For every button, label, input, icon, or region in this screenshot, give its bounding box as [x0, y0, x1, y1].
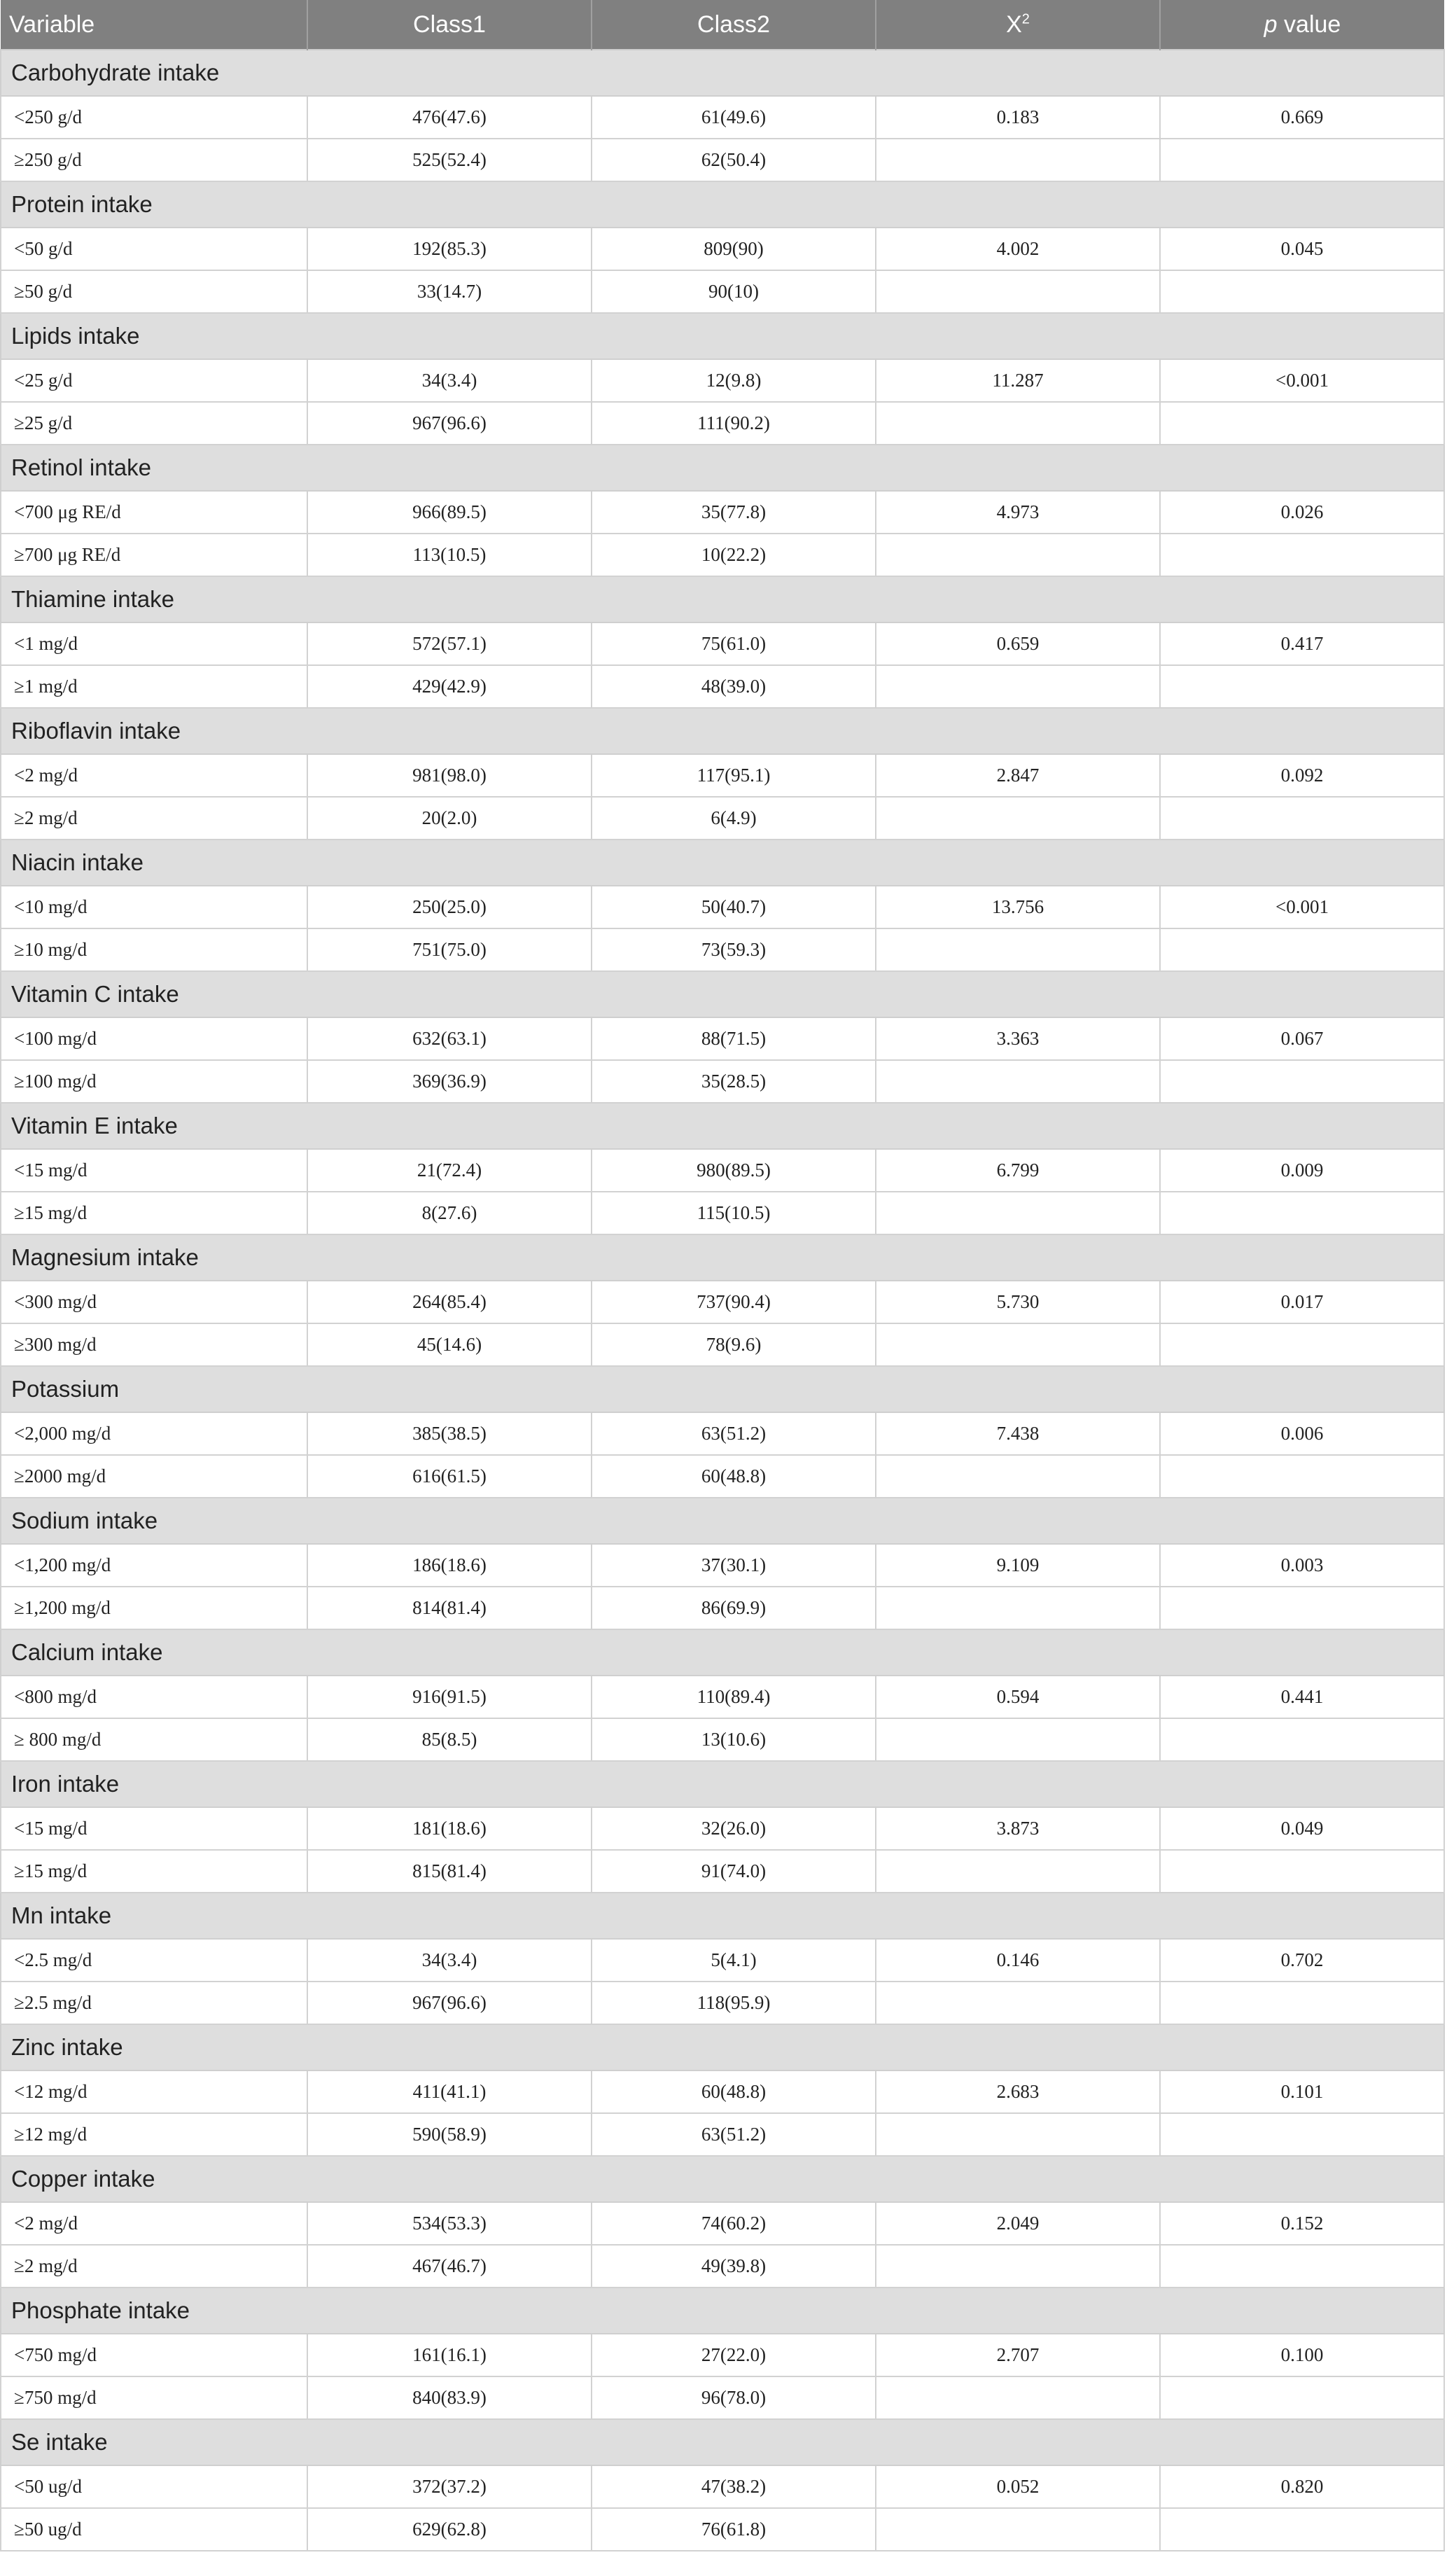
row-label-cell: ≥10 mg/d — [1, 928, 307, 971]
chi-square-cell — [876, 270, 1160, 313]
p-value-cell: <0.001 — [1160, 359, 1444, 402]
class1-cell: 429(42.9) — [307, 665, 592, 708]
class2-cell: 73(59.3) — [592, 928, 876, 971]
table-row — [1, 2508, 1444, 2551]
table-row — [1, 1718, 1444, 1761]
table-row — [1, 1850, 1444, 1893]
row-label-cell: <50 g/d — [1, 228, 307, 270]
row-label-cell: ≥50 g/d — [1, 270, 307, 313]
class1-cell: 21(72.4) — [307, 1149, 592, 1192]
row-label-cell: ≥250 g/d — [1, 139, 307, 181]
class1-cell: 34(3.4) — [307, 359, 592, 402]
table-body — [1, 50, 1444, 2551]
table-row — [1, 797, 1444, 840]
p-value-cell — [1160, 1850, 1444, 1893]
row-label-cell: ≥50 ug/d — [1, 2508, 307, 2551]
group-header-row — [1, 708, 1444, 754]
p-value-cell: 0.009 — [1160, 1149, 1444, 1192]
p-value-cell — [1160, 534, 1444, 576]
chi-square-cell — [876, 2508, 1160, 2551]
group-header-row — [1, 1893, 1444, 1939]
chi-square-cell: 0.594 — [876, 1676, 1160, 1718]
p-value-cell — [1160, 1192, 1444, 1234]
p-value-cell — [1160, 2113, 1444, 2156]
group-title: Vitamin E intake — [1, 1103, 1444, 1149]
row-label-cell: <700 μg RE/d — [1, 491, 307, 534]
group-header-row — [1, 1103, 1444, 1149]
p-value-cell — [1160, 1587, 1444, 1629]
chi-square-cell — [876, 1192, 1160, 1234]
p-value-cell: <0.001 — [1160, 886, 1444, 928]
chi-square-cell: 0.146 — [876, 1939, 1160, 1982]
group-title: Riboflavin intake — [1, 708, 1444, 754]
class2-cell: 61(49.6) — [592, 96, 876, 139]
class2-cell: 60(48.8) — [592, 2070, 876, 2113]
class1-cell: 525(52.4) — [307, 139, 592, 181]
class2-cell: 48(39.0) — [592, 665, 876, 708]
table-row — [1, 2070, 1444, 2113]
p-value-cell: 0.152 — [1160, 2202, 1444, 2245]
class1-cell: 369(36.9) — [307, 1060, 592, 1103]
p-value-cell: 0.049 — [1160, 1807, 1444, 1850]
chi-square-cell: 2.847 — [876, 754, 1160, 797]
group-header-row — [1, 2419, 1444, 2465]
class1-cell: 840(83.9) — [307, 2376, 592, 2419]
class2-cell: 63(51.2) — [592, 1412, 876, 1455]
group-header-row — [1, 50, 1444, 96]
class2-cell: 90(10) — [592, 270, 876, 313]
class1-cell: 616(61.5) — [307, 1455, 592, 1498]
class2-cell: 50(40.7) — [592, 886, 876, 928]
group-title: Zinc intake — [1, 2024, 1444, 2070]
class1-cell: 264(85.4) — [307, 1281, 592, 1323]
chi-square-cell: 0.052 — [876, 2465, 1160, 2508]
class1-cell: 8(27.6) — [307, 1192, 592, 1234]
p-value-cell — [1160, 1060, 1444, 1103]
table-row — [1, 270, 1444, 313]
p-value-cell: 0.101 — [1160, 2070, 1444, 2113]
group-header-row — [1, 971, 1444, 1017]
chi-square-cell — [876, 139, 1160, 181]
header-chi-square — [876, 0, 1160, 50]
class1-cell: 85(8.5) — [307, 1718, 592, 1761]
row-label-cell: ≥100 mg/d — [1, 1060, 307, 1103]
p-value-cell: 0.669 — [1160, 96, 1444, 139]
chi-square-cell — [876, 797, 1160, 840]
row-label-cell: <2 mg/d — [1, 754, 307, 797]
chi-square-cell — [876, 1455, 1160, 1498]
p-value-cell: 0.003 — [1160, 1544, 1444, 1587]
row-label-cell: ≥12 mg/d — [1, 2113, 307, 2156]
chi-square-cell: 2.707 — [876, 2334, 1160, 2376]
table-row — [1, 1807, 1444, 1850]
table-row — [1, 1587, 1444, 1629]
p-value-cell — [1160, 1718, 1444, 1761]
class2-cell: 35(77.8) — [592, 491, 876, 534]
group-header-row — [1, 1366, 1444, 1412]
chi-square-cell: 0.659 — [876, 622, 1160, 665]
p-value-cell: 0.067 — [1160, 1017, 1444, 1060]
class2-cell: 62(50.4) — [592, 139, 876, 181]
table-row — [1, 886, 1444, 928]
group-title: Lipids intake — [1, 313, 1444, 359]
group-header-row — [1, 2024, 1444, 2070]
table-row — [1, 1017, 1444, 1060]
class2-cell: 5(4.1) — [592, 1939, 876, 1982]
class1-cell: 34(3.4) — [307, 1939, 592, 1982]
class2-cell: 76(61.8) — [592, 2508, 876, 2551]
class2-cell: 980(89.5) — [592, 1149, 876, 1192]
class1-cell: 113(10.5) — [307, 534, 592, 576]
class1-cell: 250(25.0) — [307, 886, 592, 928]
chi-square-cell: 4.002 — [876, 228, 1160, 270]
p-value-cell: 0.100 — [1160, 2334, 1444, 2376]
group-header-row — [1, 1498, 1444, 1544]
row-label-cell: <15 mg/d — [1, 1807, 307, 1850]
class2-cell: 37(30.1) — [592, 1544, 876, 1587]
class2-cell: 78(9.6) — [592, 1323, 876, 1366]
class2-cell: 88(71.5) — [592, 1017, 876, 1060]
class2-cell: 111(90.2) — [592, 402, 876, 445]
chi-square-cell — [876, 928, 1160, 971]
class2-cell: 117(95.1) — [592, 754, 876, 797]
row-label-cell: <25 g/d — [1, 359, 307, 402]
group-title: Retinol intake — [1, 445, 1444, 491]
group-title: Mn intake — [1, 1893, 1444, 1939]
row-label-cell: <250 g/d — [1, 96, 307, 139]
table-row — [1, 228, 1444, 270]
p-value-cell — [1160, 2245, 1444, 2288]
table-row — [1, 1323, 1444, 1366]
class2-cell: 74(60.2) — [592, 2202, 876, 2245]
chi-square-cell: 2.049 — [876, 2202, 1160, 2245]
group-header-row — [1, 840, 1444, 886]
chi-square-cell: 2.683 — [876, 2070, 1160, 2113]
p-value-cell: 0.045 — [1160, 228, 1444, 270]
class2-cell: 118(95.9) — [592, 1982, 876, 2024]
row-label-cell: <15 mg/d — [1, 1149, 307, 1192]
chi-square-cell — [876, 665, 1160, 708]
chi-square-cell: 11.287 — [876, 359, 1160, 402]
row-label-cell: ≥25 g/d — [1, 402, 307, 445]
table-row — [1, 1544, 1444, 1587]
p-value-cell: 0.026 — [1160, 491, 1444, 534]
row-label-cell: <50 ug/d — [1, 2465, 307, 2508]
header-class1: Class1 — [307, 0, 592, 50]
row-label-cell: ≥15 mg/d — [1, 1850, 307, 1893]
class2-cell: 12(9.8) — [592, 359, 876, 402]
group-title: Copper intake — [1, 2156, 1444, 2202]
table-row — [1, 96, 1444, 139]
p-value-cell: 0.441 — [1160, 1676, 1444, 1718]
table-row — [1, 359, 1444, 402]
p-value-cell — [1160, 2376, 1444, 2419]
group-title: Carbohydrate intake — [1, 50, 1444, 96]
p-value-cell: 0.702 — [1160, 1939, 1444, 1982]
class1-cell: 751(75.0) — [307, 928, 592, 971]
class1-cell: 45(14.6) — [307, 1323, 592, 1366]
chi-square-cell: 3.363 — [876, 1017, 1160, 1060]
table-row — [1, 665, 1444, 708]
class1-cell: 534(53.3) — [307, 2202, 592, 2245]
table-row — [1, 1455, 1444, 1498]
group-title: Protein intake — [1, 181, 1444, 228]
chi-square-cell: 0.183 — [876, 96, 1160, 139]
class1-cell: 33(14.7) — [307, 270, 592, 313]
class1-cell: 916(91.5) — [307, 1676, 592, 1718]
p-value-cell: 0.417 — [1160, 622, 1444, 665]
header-row — [1, 0, 1444, 50]
class1-cell: 476(47.6) — [307, 96, 592, 139]
table-row — [1, 2376, 1444, 2419]
group-title: Magnesium intake — [1, 1234, 1444, 1281]
table-row — [1, 2245, 1444, 2288]
class1-cell: 629(62.8) — [307, 2508, 592, 2551]
table-row — [1, 1192, 1444, 1234]
p-value-cell — [1160, 797, 1444, 840]
class1-cell: 632(63.1) — [307, 1017, 592, 1060]
row-label-cell: ≥750 mg/d — [1, 2376, 307, 2419]
p-value-cell — [1160, 402, 1444, 445]
class1-cell: 814(81.4) — [307, 1587, 592, 1629]
group-title: Sodium intake — [1, 1498, 1444, 1544]
class2-cell: 10(22.2) — [592, 534, 876, 576]
group-title: Potassium — [1, 1366, 1444, 1412]
class2-cell: 60(48.8) — [592, 1455, 876, 1498]
table-row — [1, 1281, 1444, 1323]
p-value-cell — [1160, 665, 1444, 708]
group-header-row — [1, 445, 1444, 491]
p-rest: value — [1277, 11, 1341, 38]
row-label-cell: <2,000 mg/d — [1, 1412, 307, 1455]
p-value-cell — [1160, 1982, 1444, 2024]
table-row — [1, 1149, 1444, 1192]
group-header-row — [1, 2156, 1444, 2202]
p-value-cell: 0.820 — [1160, 2465, 1444, 2508]
table-row — [1, 1676, 1444, 1718]
p-value-cell: 0.017 — [1160, 1281, 1444, 1323]
chi-square-cell — [876, 402, 1160, 445]
class1-cell: 192(85.3) — [307, 228, 592, 270]
class2-cell: 13(10.6) — [592, 1718, 876, 1761]
table-row — [1, 754, 1444, 797]
row-label-cell: <12 mg/d — [1, 2070, 307, 2113]
row-label-cell: <2.5 mg/d — [1, 1939, 307, 1982]
group-header-row — [1, 1761, 1444, 1807]
row-label-cell: <300 mg/d — [1, 1281, 307, 1323]
row-label-cell: ≥2 mg/d — [1, 797, 307, 840]
chi-square-cell — [876, 1850, 1160, 1893]
group-title: Vitamin C intake — [1, 971, 1444, 1017]
class1-cell: 967(96.6) — [307, 402, 592, 445]
class2-cell: 96(78.0) — [592, 2376, 876, 2419]
header-p-value — [1160, 0, 1444, 50]
class2-cell: 49(39.8) — [592, 2245, 876, 2288]
class2-cell: 6(4.9) — [592, 797, 876, 840]
group-header-row — [1, 1234, 1444, 1281]
p-value-cell — [1160, 2508, 1444, 2551]
class1-cell: 161(16.1) — [307, 2334, 592, 2376]
chi-label: X — [1006, 11, 1022, 38]
class1-cell: 967(96.6) — [307, 1982, 592, 2024]
row-label-cell: ≥300 mg/d — [1, 1323, 307, 1366]
group-title: Phosphate intake — [1, 2288, 1444, 2334]
group-title: Iron intake — [1, 1761, 1444, 1807]
class2-cell: 91(74.0) — [592, 1850, 876, 1893]
row-label-cell: ≥1 mg/d — [1, 665, 307, 708]
row-label-cell: ≥2.5 mg/d — [1, 1982, 307, 2024]
table-row — [1, 1060, 1444, 1103]
chi-square-cell: 13.756 — [876, 886, 1160, 928]
chi-square-cell — [876, 2376, 1160, 2419]
row-label-cell: <2 mg/d — [1, 2202, 307, 2245]
row-label-cell: ≥700 μg RE/d — [1, 534, 307, 576]
table-row — [1, 534, 1444, 576]
chi-square-cell — [876, 1718, 1160, 1761]
chi-superscript: 2 — [1021, 11, 1030, 27]
class2-cell: 27(22.0) — [592, 2334, 876, 2376]
group-header-row — [1, 576, 1444, 622]
row-label-cell: <1,200 mg/d — [1, 1544, 307, 1587]
table-row — [1, 2465, 1444, 2508]
class1-cell: 411(41.1) — [307, 2070, 592, 2113]
chi-square-cell: 4.973 — [876, 491, 1160, 534]
chi-square-cell — [876, 1323, 1160, 1366]
p-value-cell — [1160, 928, 1444, 971]
class2-cell: 737(90.4) — [592, 1281, 876, 1323]
class1-cell: 590(58.9) — [307, 2113, 592, 2156]
chi-square-cell: 7.438 — [876, 1412, 1160, 1455]
class2-cell: 32(26.0) — [592, 1807, 876, 1850]
row-label-cell: <800 mg/d — [1, 1676, 307, 1718]
group-title: Se intake — [1, 2419, 1444, 2465]
group-title: Calcium intake — [1, 1629, 1444, 1676]
chi-square-cell — [876, 1587, 1160, 1629]
table-row — [1, 1939, 1444, 1982]
chi-square-cell — [876, 534, 1160, 576]
chi-square-cell: 9.109 — [876, 1544, 1160, 1587]
header-variable: Variable — [1, 0, 307, 50]
p-value-cell — [1160, 1323, 1444, 1366]
table-row — [1, 491, 1444, 534]
class1-cell: 181(18.6) — [307, 1807, 592, 1850]
p-value-cell: 0.092 — [1160, 754, 1444, 797]
table-row — [1, 1982, 1444, 2024]
class2-cell: 47(38.2) — [592, 2465, 876, 2508]
chi-square-cell — [876, 1060, 1160, 1103]
class1-cell: 815(81.4) — [307, 1850, 592, 1893]
row-label-cell: ≥1,200 mg/d — [1, 1587, 307, 1629]
table-row — [1, 2334, 1444, 2376]
class1-cell: 20(2.0) — [307, 797, 592, 840]
class2-cell: 75(61.0) — [592, 622, 876, 665]
class2-cell: 35(28.5) — [592, 1060, 876, 1103]
row-label-cell: <1 mg/d — [1, 622, 307, 665]
row-label-cell: ≥15 mg/d — [1, 1192, 307, 1234]
row-label-cell: <750 mg/d — [1, 2334, 307, 2376]
group-header-row — [1, 1629, 1444, 1676]
table-row — [1, 139, 1444, 181]
class2-cell: 110(89.4) — [592, 1676, 876, 1718]
p-value-cell — [1160, 270, 1444, 313]
table-row — [1, 622, 1444, 665]
table-row — [1, 928, 1444, 971]
class1-cell: 385(38.5) — [307, 1412, 592, 1455]
chi-square-cell — [876, 2113, 1160, 2156]
class2-cell: 63(51.2) — [592, 2113, 876, 2156]
class2-cell: 809(90) — [592, 228, 876, 270]
p-italic: p — [1264, 11, 1278, 38]
row-label-cell: <10 mg/d — [1, 886, 307, 928]
table-row — [1, 2113, 1444, 2156]
group-title: Niacin intake — [1, 840, 1444, 886]
row-label-cell: <100 mg/d — [1, 1017, 307, 1060]
chi-square-cell — [876, 1982, 1160, 2024]
table-row — [1, 2202, 1444, 2245]
row-label-cell: ≥ 800 mg/d — [1, 1718, 307, 1761]
p-value-cell — [1160, 1455, 1444, 1498]
table-row — [1, 402, 1444, 445]
p-value-cell: 0.006 — [1160, 1412, 1444, 1455]
chi-square-cell: 6.799 — [876, 1149, 1160, 1192]
class2-cell: 86(69.9) — [592, 1587, 876, 1629]
table-row — [1, 1412, 1444, 1455]
group-header-row — [1, 181, 1444, 228]
class1-cell: 372(37.2) — [307, 2465, 592, 2508]
class1-cell: 966(89.5) — [307, 491, 592, 534]
header-class2: Class2 — [592, 0, 876, 50]
chi-square-cell: 3.873 — [876, 1807, 1160, 1850]
class1-cell: 572(57.1) — [307, 622, 592, 665]
p-value-cell — [1160, 139, 1444, 181]
class1-cell: 981(98.0) — [307, 754, 592, 797]
class1-cell: 467(46.7) — [307, 2245, 592, 2288]
row-label-cell: ≥2000 mg/d — [1, 1455, 307, 1498]
group-header-row — [1, 2288, 1444, 2334]
group-title: Thiamine intake — [1, 576, 1444, 622]
chi-square-cell: 5.730 — [876, 1281, 1160, 1323]
class1-cell: 186(18.6) — [307, 1544, 592, 1587]
row-label-cell: ≥2 mg/d — [1, 2245, 307, 2288]
group-header-row — [1, 313, 1444, 359]
chi-square-cell — [876, 2245, 1160, 2288]
class2-cell: 115(10.5) — [592, 1192, 876, 1234]
